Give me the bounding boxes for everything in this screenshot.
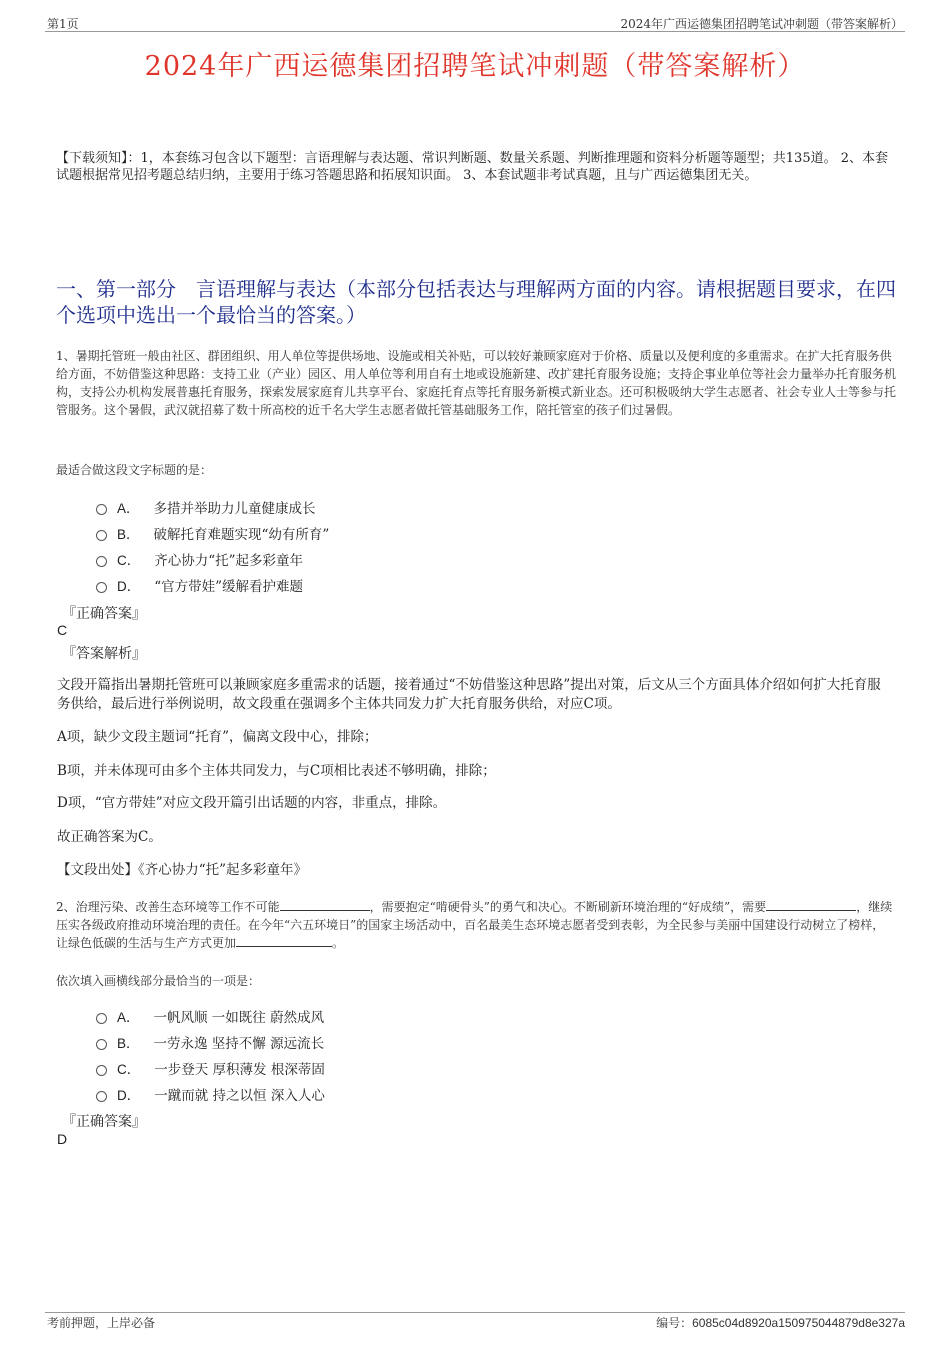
- radio-icon[interactable]: [96, 504, 107, 515]
- q1-option-d[interactable]: D． “官方带娃”缓解看护难题: [96, 575, 303, 595]
- q2-answer: D: [57, 1131, 68, 1147]
- q1-analysis-summary: 文段开篇指出暑期托管班可以兼顾家庭多重需求的话题，接着通过“不妨借鉴这种思路”提出对策，后文从三个方面具体介绍如何扩大托育服务供给，最后进行举例说明，故文段重在强调多个主体共同发力扩大托育服务供给，对应C项。: [57, 677, 881, 712]
- q1-analysis-b: B项，并未体现可由多个主体共同发力，与C项相比表述不够明确，排除；: [57, 763, 496, 779]
- q1-option-a[interactable]: A． 多措并举助力儿童健康成长: [96, 497, 316, 517]
- q1-analysis-label: 『答案解析』: [62, 646, 146, 662]
- radio-icon[interactable]: [96, 556, 107, 567]
- q1-analysis-a: A项，缺少文段主题词“托育”，偏离文段中心，排除；: [57, 729, 378, 745]
- q2-option-b[interactable]: B． 一劳永逸 坚持不懈 源远流长: [96, 1032, 324, 1052]
- q1-analysis-conclusion: 故正确答案为C。: [57, 829, 162, 845]
- question-1-text: 1、暑期托管班一般由社区、群团组织、用人单位等提供场地、设施或相关补贴，可以较好兼顾家庭对于价格、质量以及便利度的多重需求。在扩大托育服务供给方面，不妨借鉴这种思路：支持工业（产业）园区、用人单位等利用自有土地或设施新建、改扩建托育服务设施；支持企事业单位等社会力量举办托育服务机构，支持公办机构发展普惠托育服务，探索发展家庭育儿共享平台、家庭托育点等托育服务新模式新业态。还可积极吸纳大学生志愿者、社会专业人士等参与托管服务。这个暑假，武汉就招募了数十所高校的近千名大学生志愿者做托管基础服务工作，陪托管室的孩子们过暑假。: [56, 349, 897, 417]
- q2-answer-label: 『正确答案』: [62, 1114, 146, 1130]
- section-heading: 一、第一部分 言语理解与表达（本部分包括表达与理解两方面的内容。请根据题目要求，在四个选项中选出一个最恰当的答案。）: [56, 277, 896, 327]
- question-1-prompt: 最适合做这段文字标题的是：: [56, 463, 213, 477]
- fill-blank-2: [766, 900, 856, 911]
- q2-option-a[interactable]: A． 一帆风顺 一如既往 蔚然成风: [96, 1006, 324, 1026]
- q1-option-b[interactable]: B． 破解托育难题实现“幼有所育”: [96, 523, 329, 543]
- fill-blank-3: [236, 936, 332, 947]
- q2-option-d[interactable]: D． 一蹴而就 持之以恒 深入人心: [96, 1084, 325, 1104]
- q1-source: 【文段出处】《齐心协力“托”起多彩童年》: [57, 862, 308, 878]
- running-header: 2024年广西运德集团招聘笔试冲刺题（带答案解析）: [620, 17, 903, 31]
- document-code: 编号：6085c04d8920a150975044879d8e327a: [656, 1316, 905, 1330]
- footer-slogan: 考前押题，上岸必备: [47, 1316, 156, 1330]
- q1-option-c[interactable]: C． 齐心协力“托”起多彩童年: [96, 549, 303, 569]
- download-notice: 【下载须知】：1，本套练习包含以下题型：言语理解与表达题、常识判断题、数量关系题、判断推理题和资料分析题等题型；共135道。 2、本套试题根据常见招考题总结归纳，主要用于练习答题思路和拓展知识面。 3、本套试题非考试真题，且与广西运德集团无关。: [56, 151, 888, 183]
- radio-icon[interactable]: [96, 1013, 107, 1024]
- radio-icon[interactable]: [96, 530, 107, 541]
- page-number: 第1页: [47, 17, 79, 31]
- question-2-prompt: 依次填入画横线部分最恰当的一项是：: [56, 974, 261, 988]
- q1-answer-label: 『正确答案』: [62, 606, 146, 622]
- q2-option-c[interactable]: C． 一步登天 厚积薄发 根深蒂固: [96, 1058, 325, 1078]
- q1-analysis-d: D项，“官方带娃”对应文段开篇引出话题的内容，非重点，排除。: [57, 795, 447, 811]
- radio-icon[interactable]: [96, 1091, 107, 1102]
- radio-icon[interactable]: [96, 582, 107, 593]
- footer-divider: [45, 1312, 905, 1313]
- radio-icon[interactable]: [96, 1065, 107, 1076]
- question-2-text: 2、治理污染、改善生态环境等工作不可能 ，需要抱定“啃硬骨头”的勇气和决心。不断刷新环境治理的“好成绩”，需要 ，继续压实各级政府推动环境治理的责任。在今年“六五环境日”的国家主场活动中，百名最美生态环境志愿者受到表彰，为全民参与美丽中国建设行动树立了榜样，让绿色低碳的生活与生产方式更加 。: [56, 900, 893, 950]
- fill-blank-1: [280, 900, 370, 911]
- page-title: 2024年广西运德集团招聘笔试冲刺题（带答案解析）: [144, 51, 806, 82]
- radio-icon[interactable]: [96, 1039, 107, 1050]
- q1-answer: C: [57, 622, 68, 638]
- header-divider: [45, 31, 905, 32]
